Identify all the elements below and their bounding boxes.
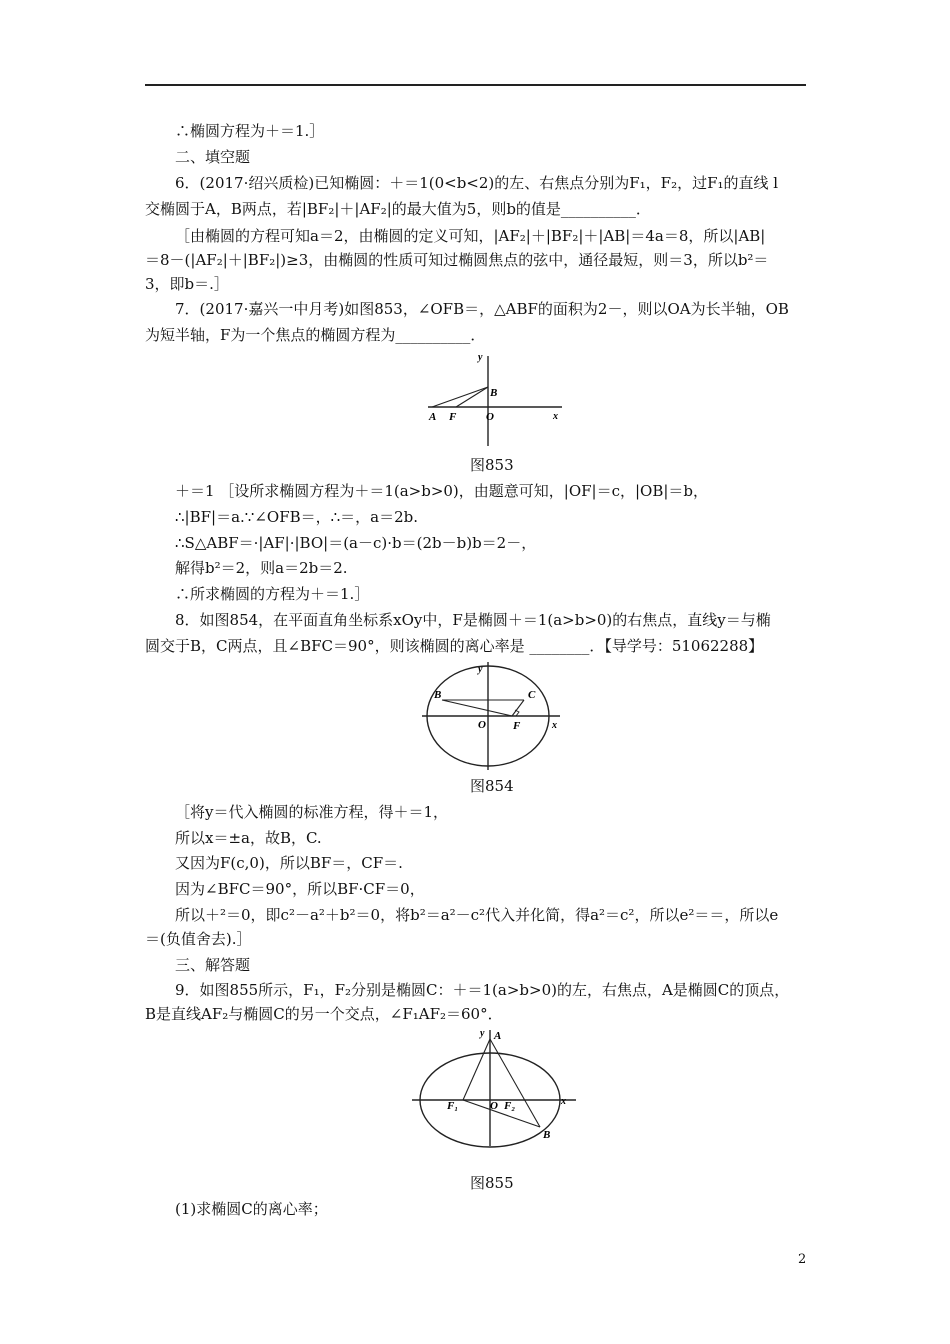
text-line: ＝8－(|AF₂|＋|BF₂|)≥3，由椭圆的性质可知过椭圆焦点的弦中，通径最短，则＝3，所以b²＝ (145, 251, 769, 269)
fig854-label-O: O (478, 719, 486, 731)
figure-caption: 图853 (470, 456, 514, 474)
fig853-label-B: B (490, 387, 498, 399)
fig854-label-F: F (513, 720, 521, 732)
text-line: ∴所求椭圆的方程为＋＝1.］ (175, 585, 370, 603)
fig855-label-A: A (494, 1030, 502, 1042)
fig855-label-O: O (490, 1100, 498, 1112)
text-line: ∴椭圆方程为＋＝1.］ (175, 122, 325, 140)
fig853-label-O: O (486, 411, 494, 423)
fig854-label-x: x (552, 720, 557, 731)
fig854-label-y: y (478, 664, 483, 675)
text-line: 7．(2017·嘉兴一中月考)如图853，∠OFB＝，△ABF的面积为2－，则以OA为长半轴，OB (175, 300, 789, 318)
fig854-label-C: C (528, 689, 536, 701)
figure-853 (420, 348, 570, 448)
text-line: ∴|BF|＝a.∵∠OFB＝，∴＝，a＝2b. (175, 508, 419, 526)
text-line: 3，即b＝.］ (145, 275, 229, 293)
section-heading: 二、填空题 (175, 148, 251, 166)
fig855-label-F1: F₁ (447, 1100, 459, 1112)
text-line: 所以x＝±a，故B，C. (175, 829, 322, 847)
text-line: 为短半轴，F为一个焦点的椭圆方程为__________． (145, 326, 486, 344)
fig854-label-B: B (434, 689, 442, 701)
figure-caption: 图855 (470, 1174, 514, 1192)
figure-854 (420, 660, 570, 772)
text-line: 6．(2017·绍兴质检)已知椭圆：＋＝1(0<b<2)的左、右焦点分别为F₁，F₂，过F₁的直线 l (175, 174, 779, 192)
text-line: ＝(负值舍去).］ (145, 930, 252, 948)
text-line: 交椭圆于A，B两点，若|BF₂|＋|AF₂|的最大值为5，则b的值是__________． (145, 200, 651, 218)
fig855-label-x: x (561, 1096, 566, 1107)
fig853-label-F: F (449, 411, 457, 423)
section-heading: 三、解答题 (175, 956, 251, 974)
fig853-label-A: A (429, 411, 437, 423)
text-line: 因为∠BFC＝90°，所以BF·CF＝0， (175, 880, 425, 898)
text-line: 9．如图855所示，F₁，F₂分别是椭圆C：＋＝1(a>b>0)的左，右焦点，A是椭圆C的顶点， (175, 981, 790, 999)
text-line: (1)求椭圆C的离心率； (175, 1200, 328, 1218)
text-line: B是直线AF₂与椭圆C的另一个交点，∠F₁AF₂＝60°． (145, 1005, 503, 1023)
text-line: ［将y＝代入椭圆的标准方程，得＋＝1， (175, 803, 449, 821)
text-line: 所以＋²＝0，即c²－a²＋b²＝0，将b²＝a²－c²代入并化简，得a²＝c²，所以e²＝＝，所以e (175, 906, 779, 924)
text-line: ［由椭圆的方程可知a＝2，由椭圆的定义可知，|AF₂|＋|BF₂|＋|AB|＝4a＝8，所以|AB| (175, 227, 766, 245)
fig855-label-F2: F₂ (504, 1100, 516, 1112)
header-rule (145, 84, 806, 86)
text-line: 8．如图854，在平面直角坐标系xOy中，F是椭圆＋＝1(a>b>0)的右焦点，直线y＝与椭 (175, 611, 771, 629)
fig853-label-y: y (478, 352, 483, 363)
fig853-label-x: x (553, 411, 558, 422)
figure-855 (410, 1024, 580, 1148)
text-line: 圆交于B，C两点，且∠BFC＝90°，则该椭圆的离心率是 ________．【导学号：51062288】 (145, 637, 764, 655)
text-line: ＋＝1 ［设所求椭圆方程为＋＝1(a>b>0)，由题意可知，|OF|＝c，|OB|＝b， (175, 482, 709, 500)
fig855-label-y: y (480, 1028, 485, 1039)
figure-caption: 图854 (470, 777, 514, 795)
text-line: ∴S△ABF＝·|AF|·|BO|＝(a－c)·b＝(2b－b)b＝2－， (175, 534, 537, 552)
page-number: 2 (798, 1252, 807, 1267)
text-line: 又因为F(c,0)，所以BF＝，CF＝. (175, 854, 403, 872)
fig855-label-B: B (543, 1129, 551, 1141)
text-line: 解得b²＝2，则a＝2b＝2. (175, 559, 348, 577)
